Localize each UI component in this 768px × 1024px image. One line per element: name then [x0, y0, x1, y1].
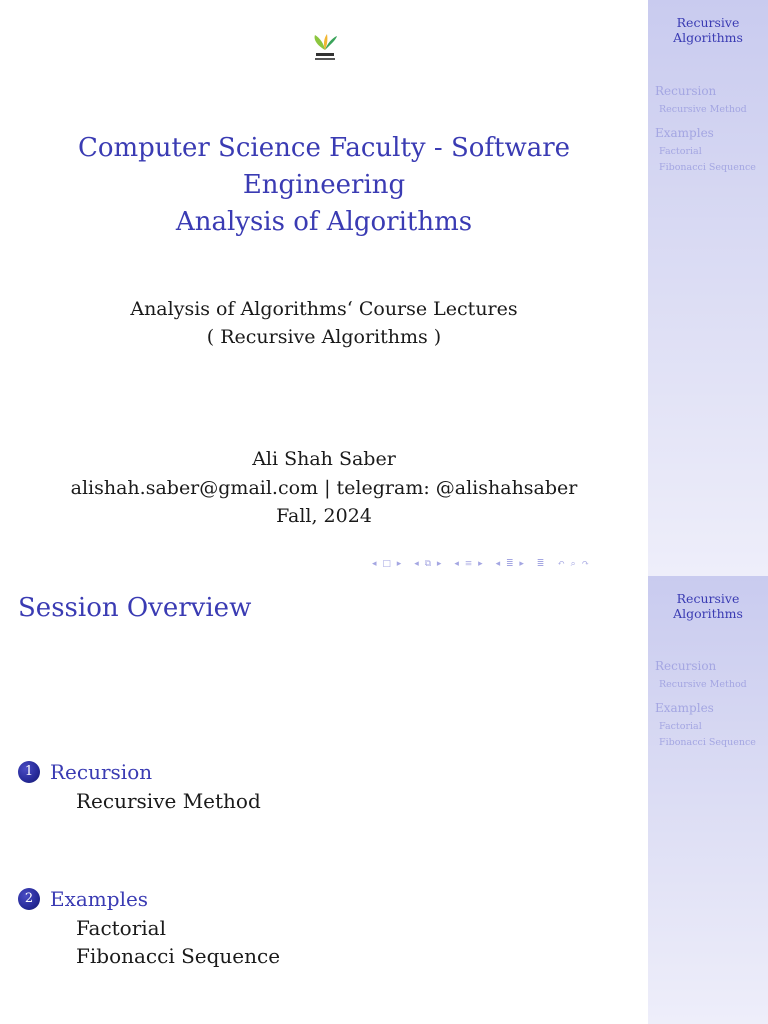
search-icon[interactable]: ⌕: [570, 559, 576, 569]
title-line: Analysis of Algorithms: [175, 207, 473, 237]
sidebar-title-line: Recursive: [676, 591, 740, 606]
toc-section-recursion[interactable]: [18, 759, 152, 785]
prev-frame-arrow-icon[interactable]: ◂: [372, 559, 377, 569]
toc-section-label: Recursion: [50, 760, 153, 784]
author-block: [0, 445, 648, 531]
sidebar-title-line: Algorithms: [673, 606, 743, 621]
frame-icon[interactable]: □: [382, 559, 391, 569]
section-number-ball: 1: [18, 761, 40, 783]
next-section-arrow-icon[interactable]: ▸: [478, 559, 483, 569]
undo-icon[interactable]: ↶: [557, 559, 565, 569]
frame-title: Session Overview: [18, 593, 252, 623]
next-subsection-arrow-icon[interactable]: ▸: [436, 559, 442, 569]
align-icon[interactable]: ≣: [536, 559, 545, 569]
prev-subsection-arrow-icon[interactable]: ◂: [414, 559, 419, 569]
sidebar-title-line: Recursive: [676, 15, 740, 30]
next-frame-arrow-icon[interactable]: ▸: [396, 559, 402, 569]
toc-section-examples[interactable]: [18, 886, 148, 912]
prev-section-arrow-icon[interactable]: ◂: [454, 559, 459, 569]
toc-subsection-fibonacci[interactable]: Fibonacci Sequence: [76, 944, 281, 968]
sidebar-title-line: Algorithms: [673, 30, 743, 45]
sidebar-subsection-factorial[interactable]: Factorial: [659, 721, 702, 732]
sidebar-subsection-recursive-method[interactable]: Recursive Method: [659, 104, 747, 115]
section-number-ball: 2: [18, 888, 40, 910]
sidebar-section-examples[interactable]: Examples: [655, 126, 714, 140]
sidebar-title[interactable]: [648, 591, 768, 621]
author-contact: alishah.saber@gmail.com | telegram: @alishahsaber: [70, 476, 578, 499]
prev-doc-arrow-icon[interactable]: ◂: [495, 559, 501, 569]
toc-subsection-recursive-method[interactable]: Recursive Method: [76, 789, 261, 813]
sidebar: [648, 0, 768, 576]
redo-icon[interactable]: ↷: [581, 559, 590, 569]
sidebar-title[interactable]: [648, 15, 768, 45]
sidebar-subsection-factorial[interactable]: Factorial: [659, 146, 702, 157]
toc-subsection-factorial[interactable]: Factorial: [76, 916, 166, 940]
sidebar-subsection-fibonacci[interactable]: Fibonacci Sequence: [659, 737, 756, 748]
presentation-date: Fall, 2024: [276, 505, 372, 527]
section-icon[interactable]: ≡: [464, 559, 473, 569]
sidebar-section-examples[interactable]: Examples: [655, 701, 714, 715]
subsection-icon[interactable]: ⧉: [424, 559, 432, 569]
subtitle-line: ( Recursive Algorithms ): [206, 326, 442, 348]
sidebar: [648, 576, 768, 1024]
university-logo: [310, 32, 340, 64]
title-line: Computer Science Faculty - Software: [77, 133, 571, 163]
subtitle-line: Analysis of Algorithms‘ Course Lectures: [130, 298, 518, 320]
title-line: Engineering: [242, 170, 406, 200]
sidebar-section-recursion[interactable]: Recursion: [655, 659, 717, 673]
toc-section-label: Examples: [50, 887, 149, 911]
document-icon[interactable]: ≣: [505, 559, 514, 569]
presentation-title: [0, 130, 648, 241]
author-name: Ali Shah Saber: [252, 448, 396, 470]
sidebar-subsection-fibonacci[interactable]: Fibonacci Sequence: [659, 162, 756, 173]
presentation-subtitle: [0, 295, 648, 351]
navigation-bar: [372, 558, 592, 570]
next-doc-arrow-icon[interactable]: ▸: [519, 559, 524, 569]
sidebar-subsection-recursive-method[interactable]: Recursive Method: [659, 679, 747, 690]
sidebar-section-recursion[interactable]: Recursion: [655, 84, 717, 98]
